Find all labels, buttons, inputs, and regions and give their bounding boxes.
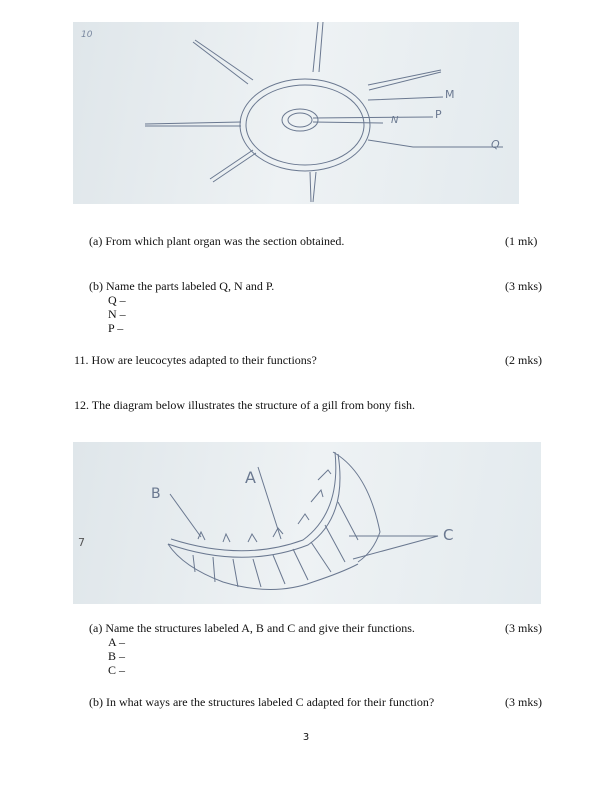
q12-text: 12. The diagram below illustrates the structure of a gill from bony fish. bbox=[74, 398, 416, 412]
figure-number: 10 bbox=[81, 30, 93, 40]
gill-diagram bbox=[73, 442, 541, 604]
q11-marks: (2 mks) bbox=[505, 353, 542, 367]
q10a-text: (a) From which plant organ was the section obtained. bbox=[89, 234, 345, 248]
answer-p: P – bbox=[108, 321, 124, 335]
page-number: 3 bbox=[302, 732, 310, 743]
answer-b: B – bbox=[108, 649, 126, 663]
q10a-marks: (1 mk) bbox=[505, 234, 538, 248]
figure-number: 7 bbox=[78, 536, 85, 549]
answer-n: N – bbox=[108, 307, 126, 321]
plant-section-diagram bbox=[73, 22, 519, 204]
label-n: N bbox=[391, 115, 399, 126]
q11-text: 11. How are leucocytes adapted to their functions? bbox=[74, 353, 317, 367]
q12b-marks: (3 mks) bbox=[505, 695, 542, 709]
label-b: B bbox=[151, 486, 161, 502]
answer-a: A – bbox=[108, 635, 126, 649]
label-q: Q bbox=[491, 138, 500, 151]
q12a-text: (a) Name the structures labeled A, B and C and give their functions. bbox=[89, 621, 415, 635]
q12b-text: (b) In what ways are the structures labeled C adapted for their function? bbox=[89, 695, 435, 709]
label-m: M bbox=[445, 88, 455, 101]
answer-c: C – bbox=[108, 663, 126, 677]
label-c: C bbox=[443, 526, 454, 544]
label-a: A bbox=[245, 468, 256, 487]
label-p: P bbox=[435, 108, 442, 121]
q10b-marks: (3 mks) bbox=[505, 279, 542, 293]
q12a-marks: (3 mks) bbox=[505, 621, 542, 635]
q10b-text: (b) Name the parts labeled Q, N and P. bbox=[89, 279, 275, 293]
answer-q: Q – bbox=[108, 293, 126, 307]
